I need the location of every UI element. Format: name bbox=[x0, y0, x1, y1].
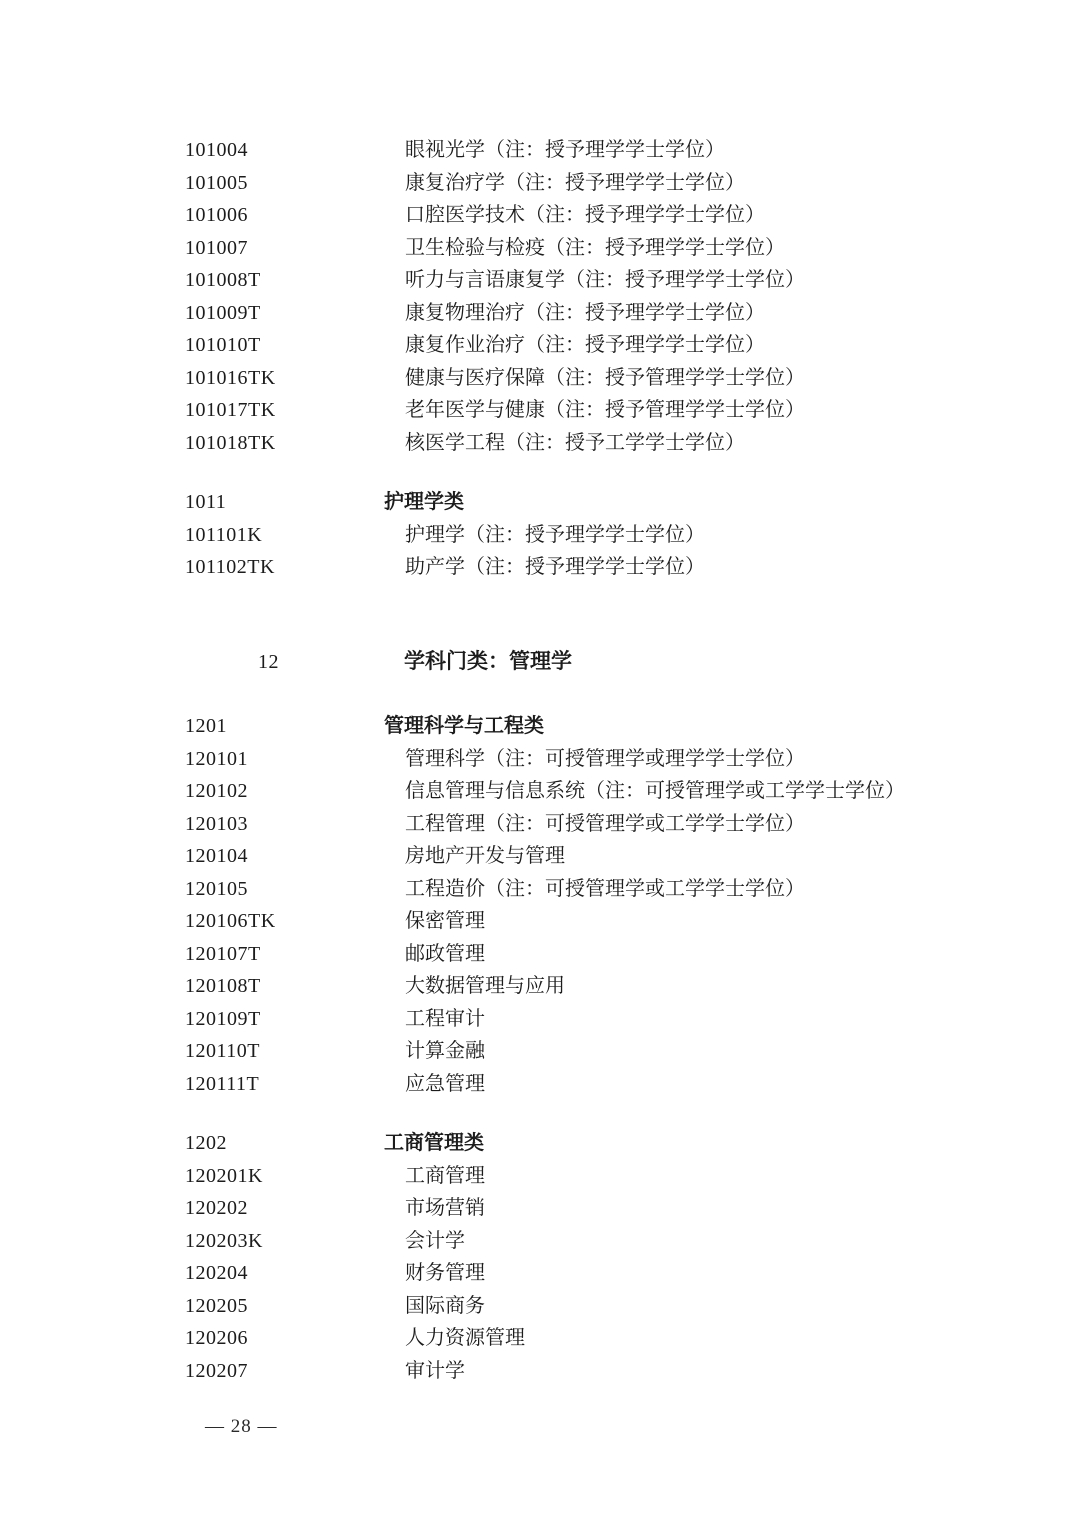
entry-row bbox=[0, 743, 1080, 776]
major-code: 101006 bbox=[185, 204, 248, 226]
major-code: 120103 bbox=[185, 812, 248, 835]
entry-row bbox=[0, 1003, 1080, 1036]
entry-row bbox=[0, 1192, 1080, 1225]
entry-row bbox=[0, 1257, 1080, 1290]
major-name: 大数据管理与应用 bbox=[405, 975, 565, 997]
major-name: 护理学（注：授予理学学士学位） bbox=[405, 523, 705, 546]
major-code: 101009T bbox=[185, 301, 261, 324]
entry-row bbox=[0, 873, 1080, 906]
entry-row bbox=[0, 167, 1080, 200]
major-code: 101007 bbox=[185, 236, 248, 259]
entry-row bbox=[0, 938, 1080, 971]
section-number: 12 bbox=[258, 651, 279, 673]
major-name: 市场营销 bbox=[405, 1197, 485, 1219]
major-code: 101017TK bbox=[185, 399, 276, 421]
major-name: 康复治疗学（注：授予理学学士学位） bbox=[405, 171, 745, 194]
major-name: 眼视光学（注：授予理学学士学位） bbox=[405, 139, 725, 161]
major-code: 120107T bbox=[185, 942, 261, 965]
major-name: 健康与医疗保障（注：授予管理学学士学位） bbox=[405, 366, 805, 389]
major-name: 工程管理（注：可授管理学或工学学士学位） bbox=[405, 812, 805, 835]
category-row bbox=[0, 1127, 1080, 1160]
major-name: 人力资源管理 bbox=[405, 1327, 525, 1349]
entry-row bbox=[0, 1068, 1080, 1101]
major-code: 101101K bbox=[185, 523, 263, 546]
major-name: 房地产开发与管理 bbox=[405, 845, 565, 867]
major-code: 101010T bbox=[185, 334, 261, 356]
major-name: 管理科学（注：可授管理学或理学学士学位） bbox=[405, 747, 805, 770]
entry-row bbox=[0, 264, 1080, 297]
major-code: 120106TK bbox=[185, 910, 276, 932]
entry-row bbox=[0, 1160, 1080, 1193]
category-name: 管理科学与工程类 bbox=[384, 715, 544, 737]
major-code: 101004 bbox=[185, 139, 248, 161]
major-name: 康复作业治疗（注：授予理学学士学位） bbox=[405, 334, 765, 356]
section-row bbox=[0, 646, 1080, 679]
major-name: 康复物理治疗（注：授予理学学士学位） bbox=[405, 301, 765, 324]
major-code: 101008T bbox=[185, 269, 261, 291]
major-name: 卫生检验与检疫（注：授予理学学士学位） bbox=[405, 236, 785, 259]
major-code: 120105 bbox=[185, 877, 248, 900]
major-name: 保密管理 bbox=[405, 910, 485, 932]
major-code: 101018TK bbox=[185, 431, 276, 454]
major-name: 核医学工程（注：授予工学学士学位） bbox=[405, 431, 745, 454]
major-name: 口腔医学技术（注：授予理学学士学位） bbox=[405, 204, 765, 226]
major-name: 工商管理 bbox=[405, 1164, 485, 1187]
vertical-gap bbox=[0, 1100, 1080, 1127]
major-code: 120109T bbox=[185, 1007, 261, 1030]
major-code: 120202 bbox=[185, 1197, 248, 1219]
major-name: 老年医学与健康（注：授予管理学学士学位） bbox=[405, 399, 805, 421]
category-row bbox=[0, 710, 1080, 743]
entry-row bbox=[0, 199, 1080, 232]
entry-row bbox=[0, 329, 1080, 362]
vertical-gap bbox=[0, 459, 1080, 486]
entry-row bbox=[0, 1225, 1080, 1258]
major-name: 会计学 bbox=[405, 1229, 465, 1252]
entry-row bbox=[0, 1322, 1080, 1355]
major-code: 120207 bbox=[185, 1359, 248, 1382]
entry-row bbox=[0, 1290, 1080, 1323]
major-code: 120204 bbox=[185, 1262, 248, 1284]
category-name: 护理学类 bbox=[384, 491, 464, 513]
entry-row bbox=[0, 362, 1080, 395]
entry-row bbox=[0, 808, 1080, 841]
major-code: 1202 bbox=[185, 1132, 227, 1154]
vertical-gap bbox=[0, 683, 1080, 710]
major-code: 101102TK bbox=[185, 556, 275, 578]
entry-row bbox=[0, 297, 1080, 330]
entry-row bbox=[0, 1355, 1080, 1388]
major-name: 计算金融 bbox=[405, 1040, 485, 1062]
major-code: 120101 bbox=[185, 747, 248, 770]
entry-row bbox=[0, 1035, 1080, 1068]
category-name: 工商管理类 bbox=[384, 1132, 484, 1154]
major-code: 120104 bbox=[185, 845, 248, 867]
major-code: 120205 bbox=[185, 1294, 248, 1317]
entry-row bbox=[0, 134, 1080, 167]
vertical-gap bbox=[0, 584, 1080, 647]
major-code: 120203K bbox=[185, 1229, 263, 1252]
section-title: 学科门类：管理学 bbox=[404, 650, 572, 673]
major-code: 120206 bbox=[185, 1327, 248, 1349]
major-name: 邮政管理 bbox=[405, 942, 485, 965]
major-code: 101016TK bbox=[185, 366, 276, 389]
major-name: 工程造价（注：可授管理学或工学学士学位） bbox=[405, 877, 805, 900]
major-code: 1011 bbox=[185, 491, 227, 513]
major-name: 听力与言语康复学（注：授予理学学士学位） bbox=[405, 269, 805, 291]
entry-row bbox=[0, 775, 1080, 808]
page-number: — 28 — bbox=[205, 1416, 278, 1437]
major-name: 助产学（注：授予理学学士学位） bbox=[405, 556, 705, 578]
major-code: 101005 bbox=[185, 171, 248, 194]
entry-row bbox=[0, 840, 1080, 873]
entry-row bbox=[0, 427, 1080, 460]
category-row bbox=[0, 486, 1080, 519]
major-code: 1201 bbox=[185, 715, 227, 737]
entry-row bbox=[0, 232, 1080, 265]
entry-row bbox=[0, 394, 1080, 427]
major-code: 120111T bbox=[185, 1072, 260, 1095]
major-name: 审计学 bbox=[405, 1359, 465, 1382]
major-name: 信息管理与信息系统（注：可授管理学或工学学士学位） bbox=[405, 780, 905, 802]
major-code: 120201K bbox=[185, 1164, 263, 1187]
entry-row bbox=[0, 970, 1080, 1003]
entry-row bbox=[0, 905, 1080, 938]
major-code: 120108T bbox=[185, 975, 261, 997]
entry-row bbox=[0, 551, 1080, 584]
entry-row bbox=[0, 519, 1080, 552]
major-name: 国际商务 bbox=[405, 1294, 485, 1317]
major-name: 工程审计 bbox=[405, 1007, 485, 1030]
major-name: 财务管理 bbox=[405, 1262, 485, 1284]
major-code: 120102 bbox=[185, 780, 248, 802]
major-code: 120110T bbox=[185, 1040, 260, 1062]
major-name: 应急管理 bbox=[405, 1072, 485, 1095]
